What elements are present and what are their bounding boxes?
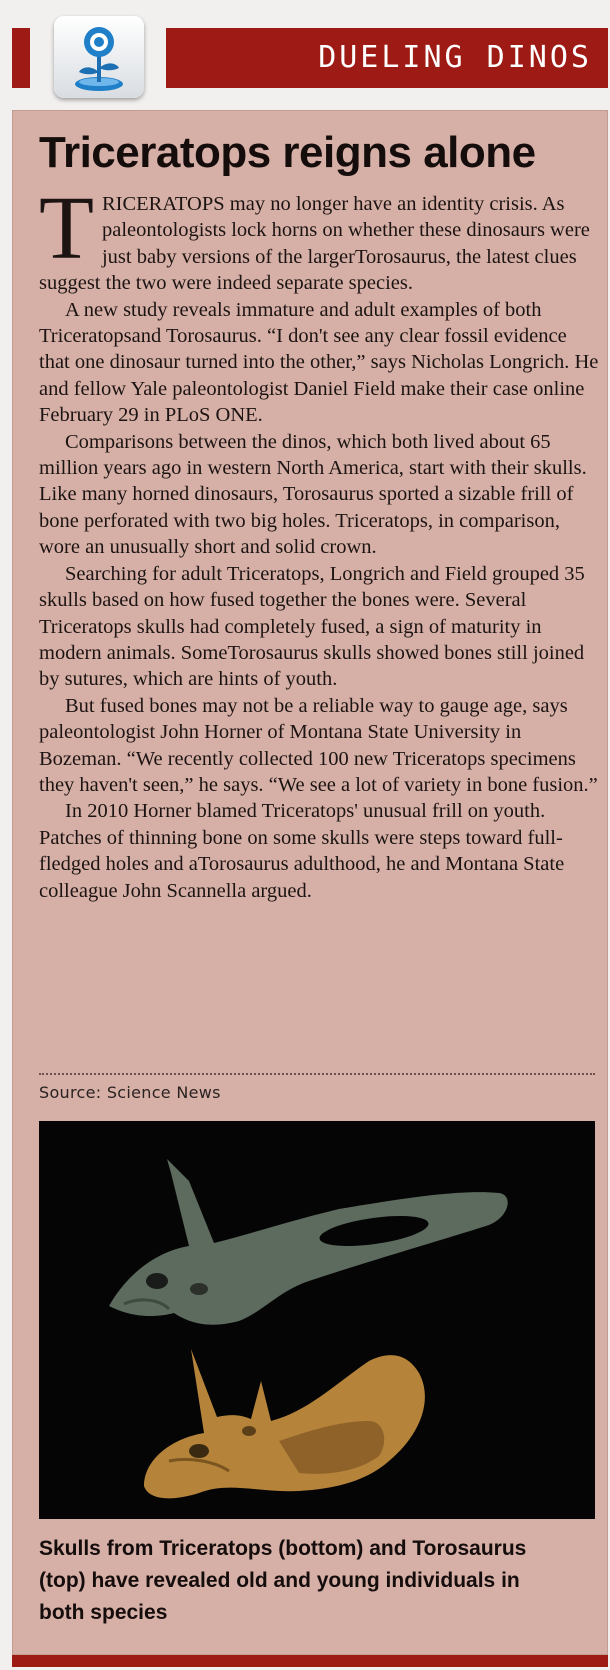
photo-caption: Skulls from Triceratops (bottom) and Torosaurus (top) have revealed old and young individuals in both species <box>39 1537 527 1624</box>
drop-cap: T <box>39 179 94 278</box>
paragraph-6: In 2010 Horner blamed Triceratops' unusual frill on youth. Patches of thinning bone on some skulls were steps toward full-fledged holes and aTorosaurus adulthood, he and Montana State colleague John Scannella argued. <box>39 800 565 902</box>
triceratops-skull <box>144 1349 425 1498</box>
paragraph-3: Comparisons between the dinos, which both lived about 65 million years ago in western North America, start with their skulls. Like many horned dinosaurs, Torosaurus sported a sizable frill of bone perforated with two big holes. Triceratops, in comparison, wore an unusually short and solid crown. <box>39 430 587 559</box>
source-credit: Source: Science News <box>39 1083 221 1102</box>
article-body <box>39 179 599 904</box>
section-logo <box>54 16 144 98</box>
globe-plant-icon <box>65 22 133 94</box>
paragraph-2: A new study reveals immature and adult examples of both Triceratopsand Torosaurus. “I don't see any clear fossil evidence that one dinosaur turned into the other,” says Nicholas Longrich. He and fellow Yale paleontologist Daniel Field make their case online February 29 in PLoS ONE. <box>39 298 599 427</box>
article-title: Triceratops reigns alone <box>39 128 536 177</box>
article-panel <box>12 110 608 1655</box>
torosaurus-skull <box>109 1159 508 1325</box>
paragraph-4: Searching for adult Triceratops, Longrich and Field grouped 35 skulls based on how fused together the bones were. Several Triceratops skulls had completely fused, a sign of maturity in modern animals. SomeTorosaurus skulls showed bones still joined by sutures, which are hints of youth. <box>39 562 585 691</box>
section-label: DUELING DINOS <box>318 40 592 75</box>
paragraph-5: But fused bones may not be a reliable way to gauge age, says paleontologist John Horner of Montana State University in Bozeman. “We recently collected 100 new Triceratops specimens they haven't seen,” he says. “We see a lot of variety in bone fusion.” <box>39 694 598 796</box>
header-accent-bar-left <box>12 28 30 88</box>
source-divider <box>39 1073 595 1075</box>
skulls-photo <box>39 1121 595 1519</box>
footer-accent-bar <box>12 1655 608 1667</box>
paragraph-1: TRICERATOPS may no longer have an identity crisis. As paleontologists lock horns on whether these dinosaurs were just baby versions of the largerTorosaurus, the latest clues suggest the two were indeed separate species. <box>39 179 590 295</box>
